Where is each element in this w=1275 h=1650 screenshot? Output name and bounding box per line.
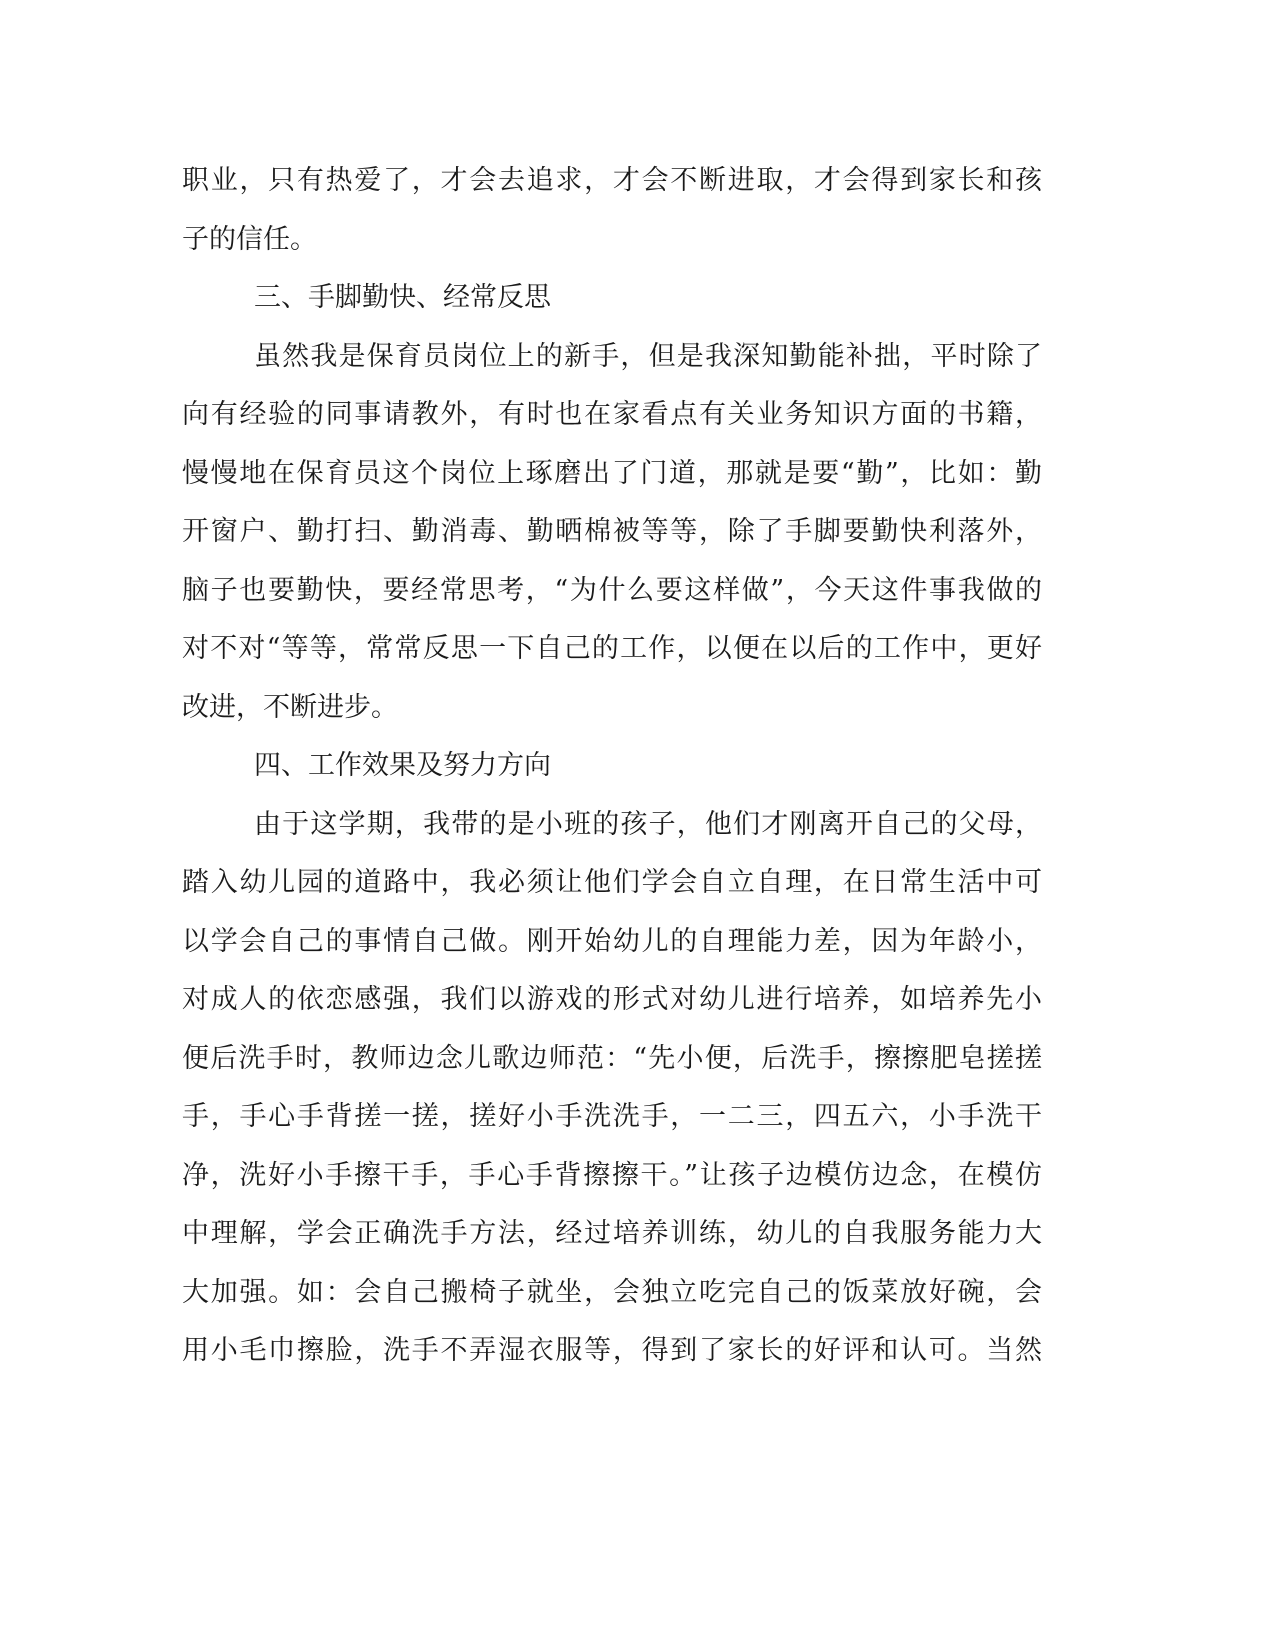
paragraph-line: 中理解，学会正确洗手方法，经过培养训练，幼儿的自我服务能力大 bbox=[182, 1218, 1042, 1249]
paragraph-line: 对成人的依恋感强，我们以游戏的形式对幼儿进行培养，如培养先小 bbox=[182, 984, 1042, 1015]
paragraph-line: 向有经验的同事请教外，有时也在家看点有关业务知识方面的书籍， bbox=[182, 399, 1042, 430]
paragraph-line: 慢慢地在保育员这个岗位上琢磨出了门道，那就是要“勤”，比如：勤 bbox=[182, 457, 1042, 489]
document-body bbox=[182, 152, 1042, 1381]
paragraph-line: 虽然我是保育员岗位上的新手，但是我深知勤能补拙，平时除了 bbox=[254, 340, 1042, 372]
paragraph-line: 脑子也要勤快，要经常思考，“为什么要这样做”，今天这件事我做的 bbox=[182, 574, 1042, 606]
paragraph-line: 大加强。如：会自己搬椅子就坐，会独立吃完自己的饭菜放好碗，会 bbox=[182, 1276, 1042, 1308]
paragraph-line: 由于这学期，我带的是小班的孩子，他们才刚离开自己的父母， bbox=[254, 808, 1042, 840]
section-heading-4: 四、工作效果及努力方向 bbox=[254, 750, 551, 781]
paragraph-line: 对不对“等等，常常反思一下自己的工作，以便在以后的工作中，更好 bbox=[182, 633, 1042, 664]
paragraph-line: 踏入幼儿园的道路中，我必须让他们学会自立自理，在日常生活中可 bbox=[182, 867, 1042, 898]
paragraph-line: 职业，只有热爱了，才会去追求，才会不断进取，才会得到家长和孩 bbox=[182, 165, 1042, 196]
paragraph-line: 子的信任。 bbox=[182, 223, 317, 255]
section-heading-3: 三、手脚勤快、经常反思 bbox=[254, 282, 551, 313]
paragraph-line: 净，洗好小手擦干手，手心手背擦擦干。”让孩子边模仿边念，在模仿 bbox=[182, 1159, 1042, 1191]
paragraph-line: 改进，不断进步。 bbox=[182, 691, 398, 723]
paragraph-line: 用小毛巾擦脸，洗手不弄湿衣服等，得到了家长的好评和认可。当然 bbox=[182, 1335, 1042, 1366]
paragraph-line: 手，手心手背搓一搓，搓好小手洗洗手，一二三，四五六，小手洗干 bbox=[182, 1101, 1042, 1132]
paragraph-line: 开窗户、勤打扫、勤消毒、勤晒棉被等等，除了手脚要勤快利落外， bbox=[182, 516, 1042, 547]
paragraph-line: 便后洗手时，教师边念儿歌边师范：“先小便，后洗手，擦擦肥皂搓搓 bbox=[182, 1042, 1042, 1074]
paragraph-line: 以学会自己的事情自己做。刚开始幼儿的自理能力差，因为年龄小， bbox=[182, 925, 1042, 957]
